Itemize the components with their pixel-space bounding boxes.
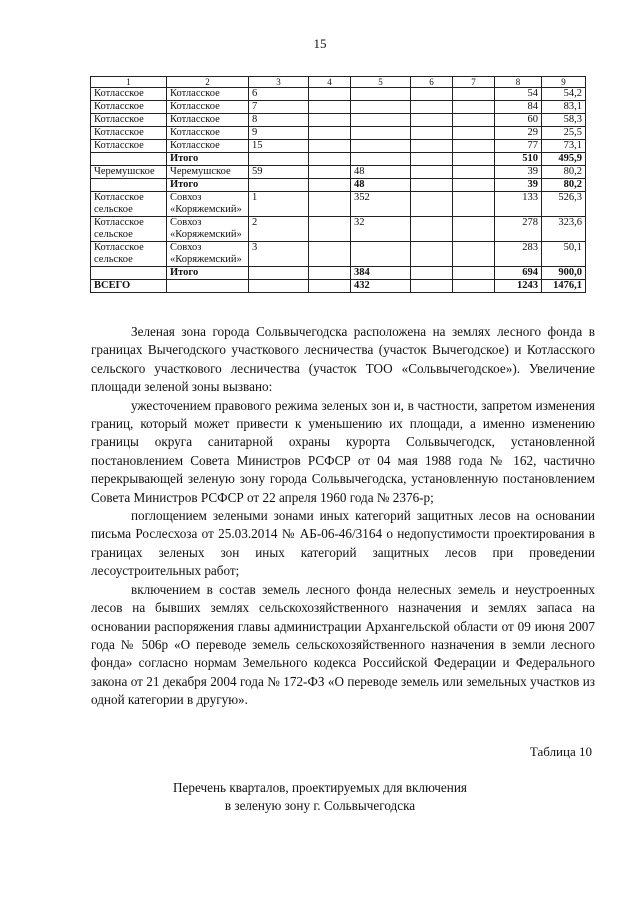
table-cell (309, 153, 351, 166)
table-cell: Котласское (167, 127, 249, 140)
table-cell (91, 267, 167, 280)
table-cell (453, 88, 495, 101)
table-cell: 133 (495, 192, 542, 217)
table-cell: 526,3 (542, 192, 586, 217)
table-cell (351, 153, 411, 166)
table-cell: ВСЕГО (91, 280, 167, 293)
table-row (91, 166, 586, 179)
table-cell (309, 280, 351, 293)
table-cell: 83,1 (542, 101, 586, 114)
table-cell: 510 (495, 153, 542, 166)
table-cell: 6 (249, 88, 309, 101)
table-cell: 8 (249, 114, 309, 127)
table-cell: 58,3 (542, 114, 586, 127)
table-cell (453, 127, 495, 140)
table-cell: 25,5 (542, 127, 586, 140)
table-cell (351, 242, 411, 267)
table-cell: 59 (249, 166, 309, 179)
table-cell: Котласское сельское (91, 217, 167, 242)
table-cell: 39 (495, 179, 542, 192)
table-cell: 29 (495, 127, 542, 140)
column-header: 9 (542, 77, 586, 88)
table-cell: 50,1 (542, 242, 586, 267)
paragraph: включением в состав земель лесного фонда нелесных земель и неустроенных лесов на бывших землях сельскохозяйственного назначения и землях запаса на основании распоряжения главы администрации Архангельской области от 09 июня 2007 года № 506р «О переводе земель сельскохозяйственного назначения в земли лесного фонда» согласно нормам Земельного кодекса Российской Федерации и Федерального закона от 21 декабря 2004 года № 172-ФЗ «О переводе земель или земельных участков из одной категории в другую». (91, 581, 595, 708)
table-caption: Таблица 10 (529, 744, 592, 759)
table-cell (309, 166, 351, 179)
table-cell (453, 166, 495, 179)
column-header: 1 (91, 77, 167, 88)
column-header: 6 (411, 77, 453, 88)
table-cell: Совхоз «Коряжемский» (167, 217, 249, 242)
table-cell: 48 (351, 166, 411, 179)
table-cell (453, 217, 495, 242)
table-cell (453, 101, 495, 114)
table-cell: 2 (249, 217, 309, 242)
table-row (91, 101, 586, 114)
table-cell: 84 (495, 101, 542, 114)
table-cell: 283 (495, 242, 542, 267)
table-cell: Совхоз «Коряжемский» (167, 192, 249, 217)
table-cell: 1243 (495, 280, 542, 293)
table-cell (309, 127, 351, 140)
table-cell (351, 140, 411, 153)
table-cell (411, 114, 453, 127)
table-cell: 352 (351, 192, 411, 217)
table-cell: 432 (351, 280, 411, 293)
table-cell (411, 242, 453, 267)
table-cell (309, 242, 351, 267)
body-text (91, 323, 595, 710)
table-cell: Котласское (91, 114, 167, 127)
table-cell: 7 (249, 101, 309, 114)
table-cell: Котласское сельское (91, 192, 167, 217)
table-cell: Совхоз «Коряжемский» (167, 242, 249, 267)
table-row (91, 179, 586, 192)
table-row (91, 242, 586, 267)
column-header: 8 (495, 77, 542, 88)
table-cell: 80,2 (542, 179, 586, 192)
table-cell (91, 153, 167, 166)
table-cell (411, 153, 453, 166)
table-cell (309, 267, 351, 280)
table-cell (309, 101, 351, 114)
table-cell (453, 140, 495, 153)
table-cell: Итого (167, 267, 249, 280)
column-header: 3 (249, 77, 309, 88)
table-cell: 694 (495, 267, 542, 280)
table-cell (411, 179, 453, 192)
table-cell (309, 114, 351, 127)
table-cell: 1476,1 (542, 280, 586, 293)
table-cell: 15 (249, 140, 309, 153)
table-cell (351, 88, 411, 101)
table-cell: Черемушское (91, 166, 167, 179)
table-row (91, 153, 586, 166)
table-cell: 900,0 (542, 267, 586, 280)
table-cell (309, 140, 351, 153)
table-cell: 39 (495, 166, 542, 179)
table-cell (453, 280, 495, 293)
table-row (91, 127, 586, 140)
table-cell: Котласское (167, 101, 249, 114)
table-cell (351, 101, 411, 114)
table-cell: 278 (495, 217, 542, 242)
table-cell: 323,6 (542, 217, 586, 242)
table-cell (453, 179, 495, 192)
table-cell (309, 192, 351, 217)
table-cell (167, 280, 249, 293)
table-cell (411, 101, 453, 114)
table-cell (411, 217, 453, 242)
table-cell (411, 192, 453, 217)
list-title-line: в зеленую зону г. Сольвычегодска (224, 798, 416, 813)
table-cell (351, 114, 411, 127)
table-cell: 77 (495, 140, 542, 153)
table-cell: 73,1 (542, 140, 586, 153)
paragraph: ужесточением правового режима зеленых зон и, в частности, запретом изменения границ, который может привести к уменьшению их площади, а именно изменению границы округа санитарной охраны курорта Сольвычегодск, установленной постановлением Совета Министров РСФСР от 04 мая 1988 года № 162, частично перекрывающей зеленую зону города Сольвычегодска, установленную постановлением Совета Министров РСФСР от 22 апреля 1960 года № 2376-р; (91, 397, 595, 505)
table-cell (453, 267, 495, 280)
table-cell: 48 (351, 179, 411, 192)
table-cell (453, 153, 495, 166)
table-cell (411, 280, 453, 293)
table-cell: 60 (495, 114, 542, 127)
table-row (91, 140, 586, 153)
table-cell: 384 (351, 267, 411, 280)
table-cell (91, 179, 167, 192)
table-cell (309, 88, 351, 101)
table-cell (453, 114, 495, 127)
table-cell: Итого (167, 153, 249, 166)
table-row (91, 280, 586, 293)
table-row (91, 88, 586, 101)
table-cell (453, 242, 495, 267)
table-cell (453, 192, 495, 217)
table-cell: 1 (249, 192, 309, 217)
table-cell (309, 179, 351, 192)
list-title-line: Перечень кварталов, проектируемых для включения (173, 780, 467, 795)
table-cell (351, 127, 411, 140)
page-number: 15 (313, 36, 327, 51)
table-cell (411, 166, 453, 179)
column-header: 5 (351, 77, 411, 88)
table-cell (249, 153, 309, 166)
table-cell (249, 267, 309, 280)
table-cell (411, 88, 453, 101)
table-row (91, 267, 586, 280)
table-cell: 54 (495, 88, 542, 101)
table-cell (411, 267, 453, 280)
table-cell (411, 140, 453, 153)
table-cell: 32 (351, 217, 411, 242)
table-cell: Котласское (167, 140, 249, 153)
table-cell: 80,2 (542, 166, 586, 179)
column-header: 7 (453, 77, 495, 88)
table-cell: Котласское (167, 88, 249, 101)
table-cell: Черемушское (167, 166, 249, 179)
table-cell: Котласское (91, 127, 167, 140)
table-cell: Котласское (91, 88, 167, 101)
table-row (91, 114, 586, 127)
table-cell: Котласское (167, 114, 249, 127)
table-cell: Котласское (91, 101, 167, 114)
paragraph: поглощением зелеными зонами иных категорий защитных лесов на основании письма Рослесхоза от 25.03.2014 № АБ-06-46/3164 о недопустимости проектирования в границах зеленых зон иных категорий защитных лесов при проведении лесоустроительных работ; (91, 508, 595, 579)
table-cell: 3 (249, 242, 309, 267)
table-body (91, 88, 586, 293)
column-header: 2 (167, 77, 249, 88)
table-cell (249, 280, 309, 293)
forest-quarters-table (90, 76, 586, 293)
table-cell: Котласское сельское (91, 242, 167, 267)
table-row (91, 217, 586, 242)
table-cell (411, 127, 453, 140)
table-cell: 54,2 (542, 88, 586, 101)
table-cell (309, 217, 351, 242)
table-cell (249, 179, 309, 192)
table-row (91, 192, 586, 217)
list-title (0, 779, 640, 815)
table-cell: Котласское (91, 140, 167, 153)
table-cell: Итого (167, 179, 249, 192)
table-cell: 9 (249, 127, 309, 140)
column-header: 4 (309, 77, 351, 88)
paragraph: Зеленая зона города Сольвычегодска расположена на землях лесного фонда в границах Вычегодского участкового лесничества (участок Вычегодское) и Котласского сельского участкового лесничества (участок ТОО «Сольвычегодское»). Увеличение площади зеленой зоны вызвано: (91, 324, 595, 395)
table-header-row (91, 77, 586, 88)
table-cell: 495,9 (542, 153, 586, 166)
